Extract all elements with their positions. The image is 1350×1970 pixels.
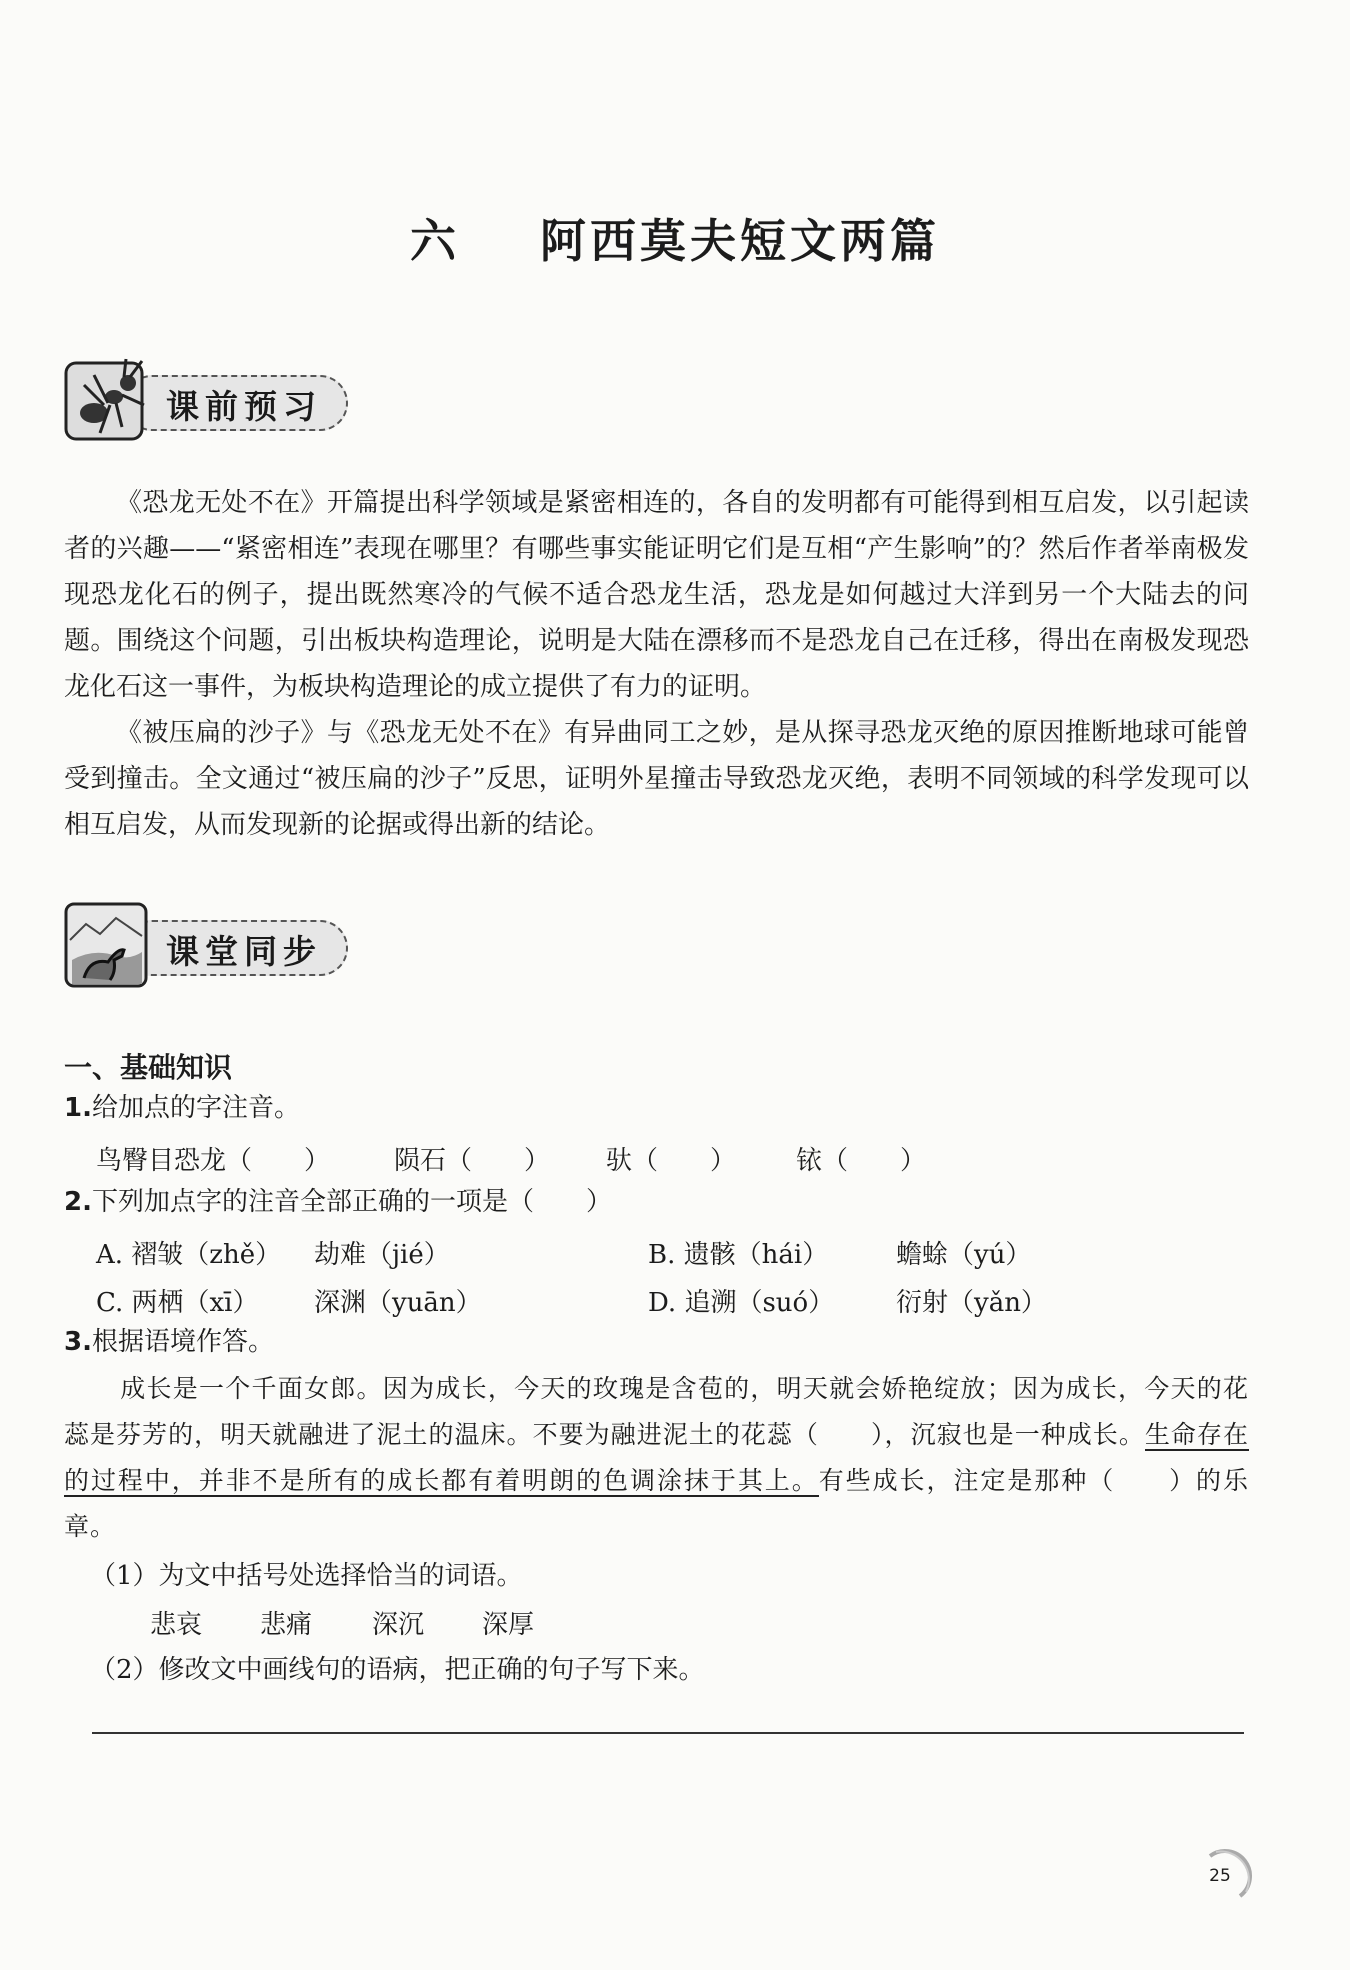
- part1-heading: 一、基础知识: [64, 1051, 233, 1084]
- question-1: [64, 1088, 300, 1128]
- classroom-section-banner: [64, 900, 354, 992]
- page-number: 25: [1209, 1866, 1231, 1886]
- question-number: 3.: [64, 1327, 92, 1357]
- q2-option: 衍射（yǎn）: [896, 1288, 1047, 1318]
- preview-paragraph-2: 《被压扁的沙子》与《恐龙无处不在》有异曲同工之妙，是从探寻恐龙灭绝的原因推断地球可能曾受到撞击。全文通过“被压扁的沙子”反思，证明外星撞击导致恐龙灭绝，表明不同领域的科学发现可以相互启发，从而发现新的论据或得出新的结论。: [64, 718, 1249, 840]
- question-3: [64, 1322, 274, 1362]
- q1-item: 铱（ ）: [796, 1146, 927, 1176]
- question-number: 2.: [64, 1187, 92, 1217]
- classroom-section-label: 课堂同步: [166, 932, 322, 971]
- word-choice: 悲痛: [260, 1610, 313, 1640]
- lesson-title: 六 阿西莫夫短文两篇: [409, 214, 941, 268]
- question-text: 根据语境作答。: [91, 1327, 274, 1357]
- word-choice: 深沉: [372, 1610, 425, 1640]
- preview-section-banner: [64, 355, 354, 447]
- dinosaur-landscape-icon: [64, 900, 156, 992]
- preview-section-label: 课前预习: [166, 387, 322, 426]
- q2-option: D. 追溯（suó）: [648, 1288, 835, 1318]
- q3-sub-question-1: （1）为文中括号处选择恰当的词语。: [90, 1561, 523, 1591]
- question-text: 下列加点字的注音全部正确的一项是（ ）: [91, 1187, 612, 1217]
- q3-sub-question-2: （2）修改文中画线句的语病，把正确的句子写下来。: [90, 1655, 705, 1685]
- question-2: [64, 1182, 612, 1222]
- q1-item: 驮（ ）: [606, 1146, 737, 1176]
- word-choice: 深厚: [482, 1610, 535, 1640]
- q2-option: C. 两栖（xī）: [96, 1288, 259, 1318]
- q1-item: 陨石（ ）: [394, 1146, 551, 1176]
- question-number: 1.: [64, 1093, 92, 1123]
- word-choice: 悲哀: [150, 1610, 203, 1640]
- question-text: 给加点的字注音。: [91, 1093, 300, 1123]
- q2-option: B. 遗骸（hái）: [648, 1240, 829, 1270]
- q2-option: 劫难（jié）: [314, 1240, 450, 1270]
- q1-item: 鸟臀目恐龙（ ）: [96, 1146, 331, 1176]
- passage-text: 有些成长，注定是那种（ ）的乐章。: [64, 1466, 1249, 1541]
- q2-option: 蟾蜍（yú）: [896, 1240, 1032, 1270]
- preview-paragraph-1: 《恐龙无处不在》开篇提出科学领域是紧密相连的，各自的发明都有可能得到相互启发，以引起读者的兴趣——“紧密相连”表现在哪里？有哪些事实能证明它们是互相“产生影响”的？然后作者举南极发现恐龙化石的例子，提出既然寒冷的气候不适合恐龙生活，恐龙是如何越过大洋到另一个大陆去的问题。围绕这个问题，引出板块构造理论，说明是大陆在漂移而不是恐龙自己在迁移，得出在南极发现恐龙化石这一事件，为板块构造理论的成立提供了有力的证明。: [64, 488, 1249, 702]
- q2-option: 深渊（yuān）: [314, 1288, 482, 1318]
- ant-icon: [64, 355, 156, 447]
- underlined-sentence: 生命存在的过程中，并非不是所有的成长都有着明朗的色调涂抹于其上。: [64, 1420, 1249, 1495]
- passage-text: 成长是一个千面女郎。因为成长，今天的玫瑰是含苞的，明天就会娇艳绽放；因为成长，今天的花蕊是芬芳的，明天就融进了泥土的温床。不要为融进泥土的花蕊（ ），沉寂也是一种成长。: [64, 1374, 1249, 1449]
- page-number-badge: [1196, 1848, 1254, 1906]
- q3-passage: [64, 1366, 1249, 1550]
- answer-line: [92, 1732, 1244, 1734]
- q2-option: A. 褶皱（zhě）: [96, 1240, 282, 1270]
